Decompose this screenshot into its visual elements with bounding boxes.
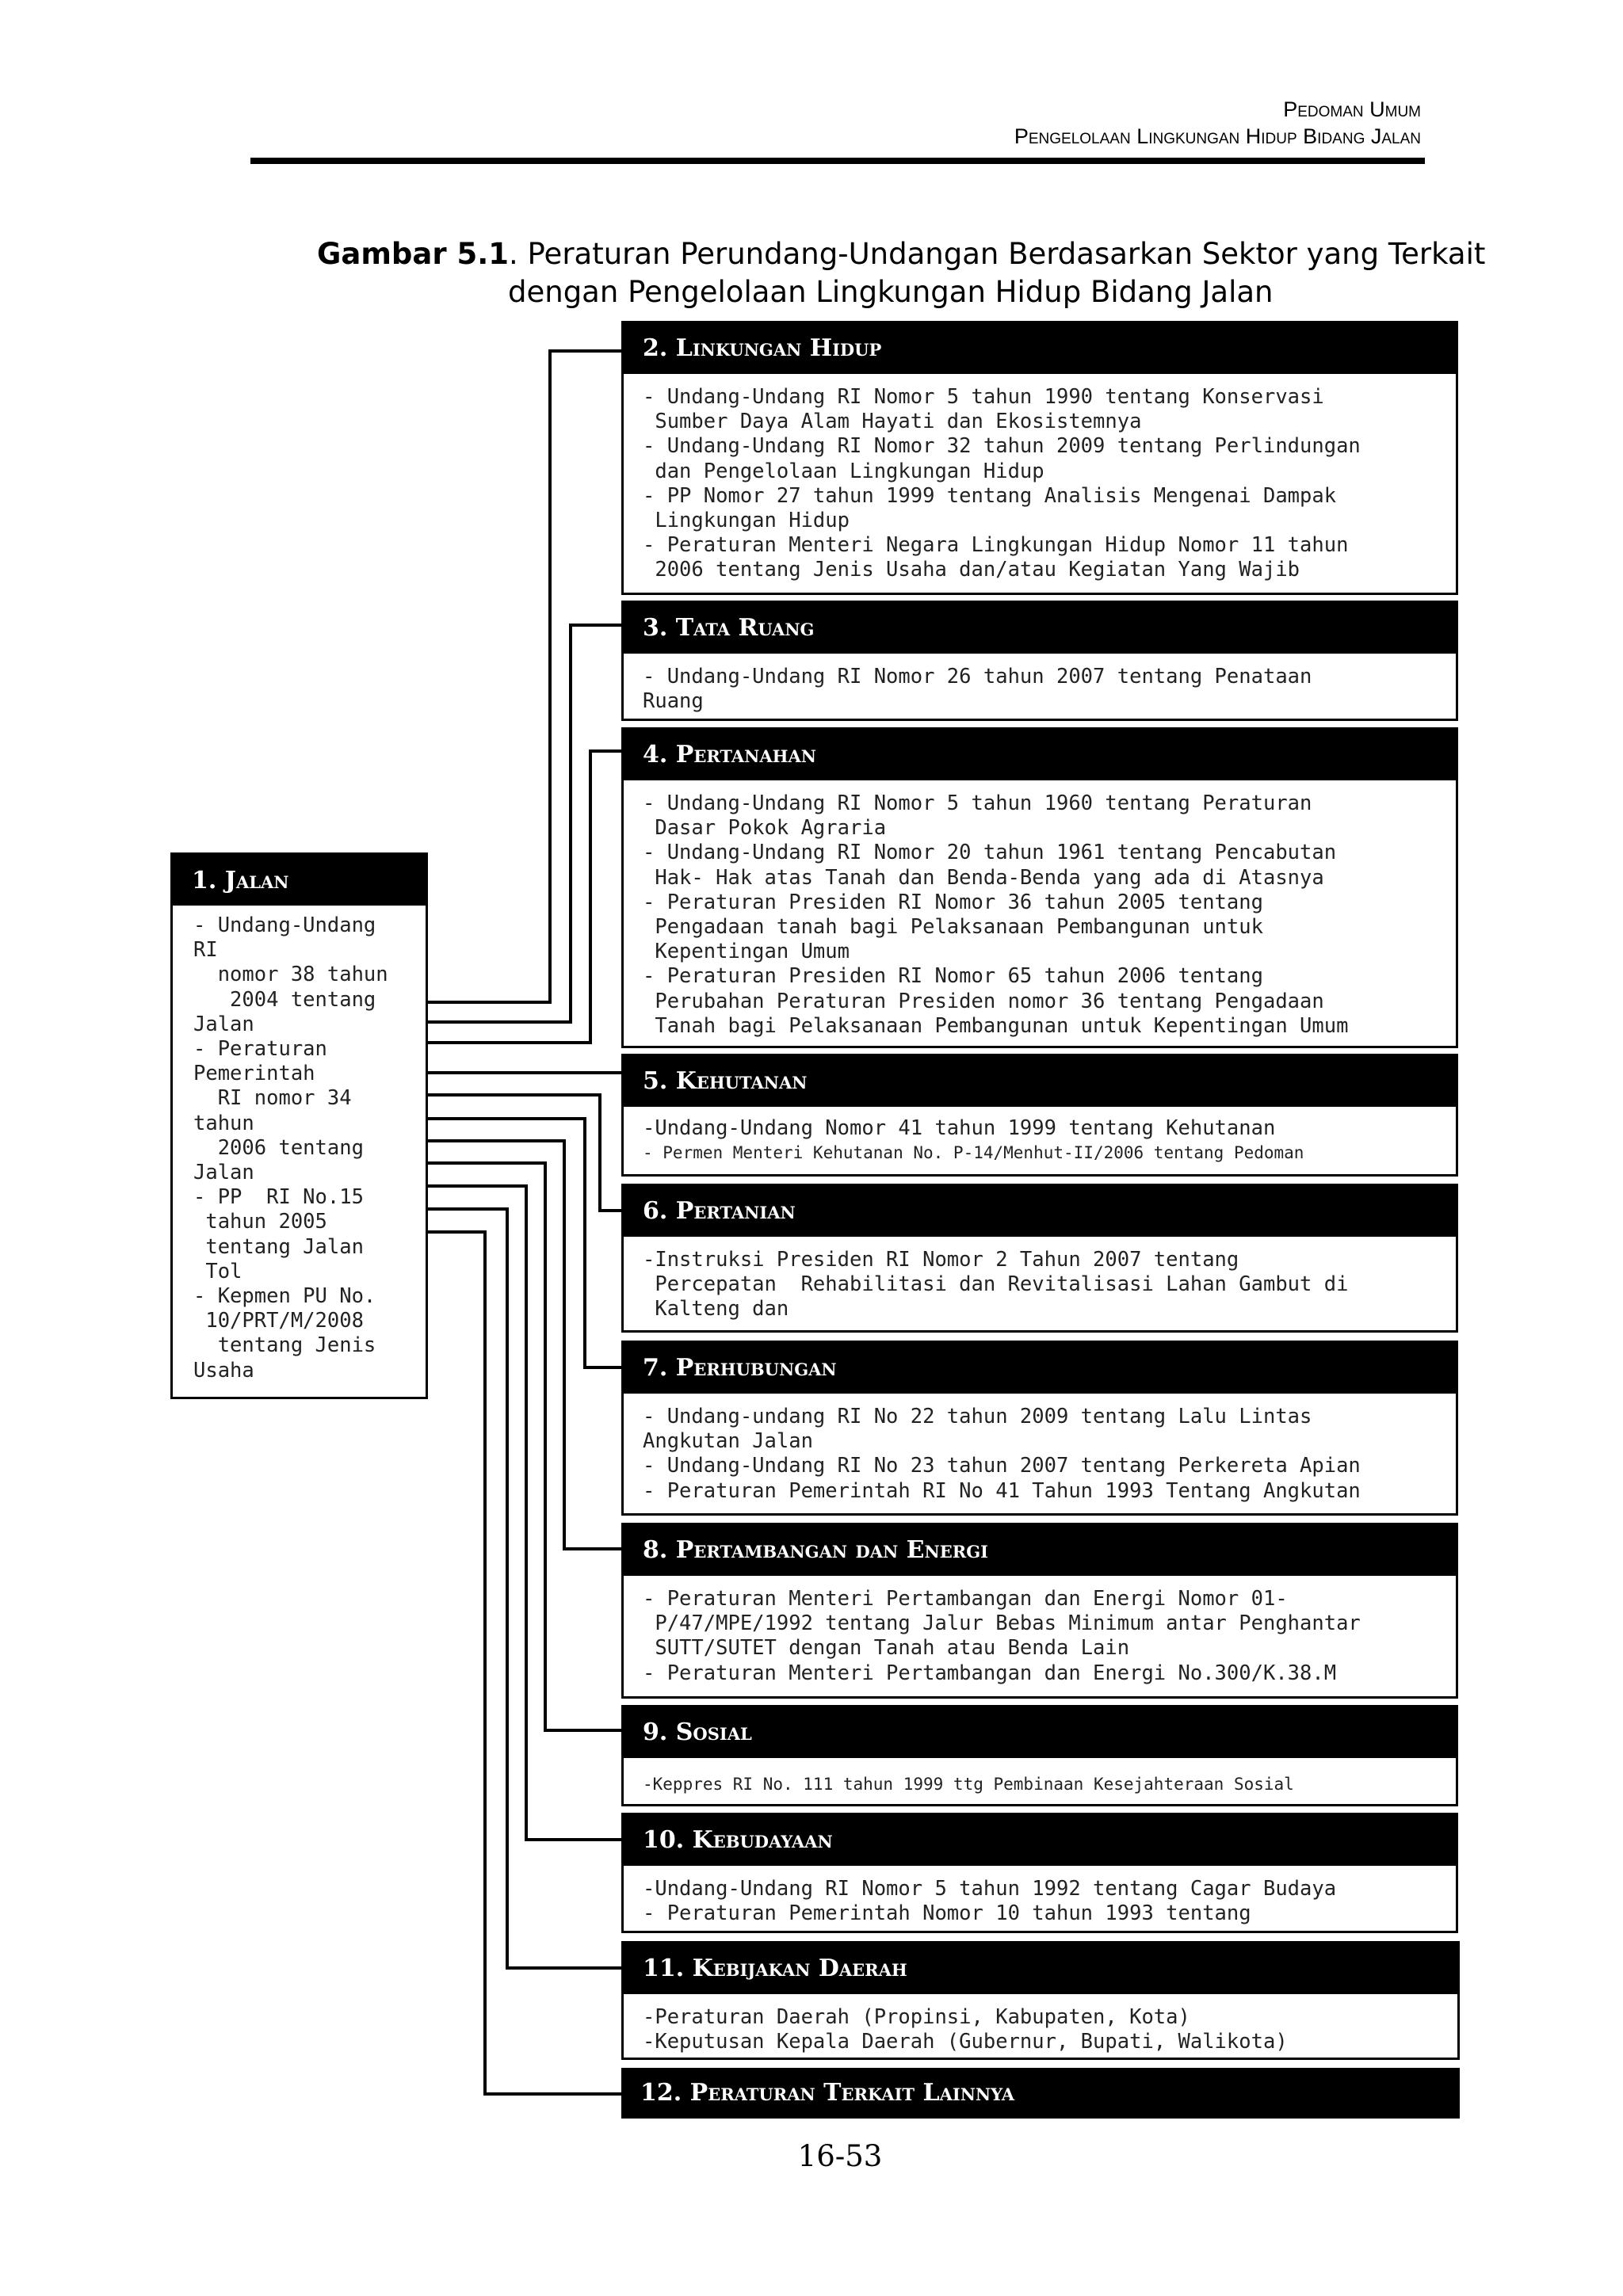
running-header-line1: Pedoman Umum (1283, 97, 1421, 121)
sector-body-kehutanan: -Undang-Undang Nomor 41 tahun 1999 tentang Kehutanan (643, 1116, 1276, 1140)
sector-title-kebijakan-daerah: 11. Kebijakan Daerah (624, 1943, 1457, 1994)
sector-body-lingkungan-hidup: - Undang-Undang RI Nomor 5 tahun 1990 tentang Konservasi Sumber Daya Alam Hayati dan Ekosistemnya - Undang-Undang RI Nomor 32 tahun 2009 tentang Perlindungan dan Pengelolaan Lingkungan Hidup - PP Nomor 27 tahun 1999 tentang Analisis Mengenai Dampak Lingkungan Hidup - Peraturan Menteri Negara Lingkungan Hidup Nomor 11 tahun 2006 tentang Jenis Usaha dan/atau Kegiatan Yang Wajib (643, 385, 1361, 582)
sector-box-perhubungan (621, 1341, 1458, 1516)
sector-title-peraturan-lainnya: 12. Peraturan Terkait Lainnya (621, 2068, 1460, 2119)
sector-body-kebudayaan: -Undang-Undang RI Nomor 5 tahun 1992 tentang Cagar Budaya - Peraturan Pemerintah Nomor 10 tahun 1993 tentang (643, 1877, 1337, 1926)
sector-box-pertambangan-energi (621, 1523, 1458, 1699)
sector-title-perhubungan: 7. Perhubungan (624, 1343, 1456, 1394)
sector-body-pertambangan-energi: - Peraturan Menteri Pertambangan dan Energi Nomor 01- P/47/MPE/1992 tentang Jalur Bebas Minimum antar Penghantar SUTT/SUTET dengan Tanah atau Benda Lain - Peraturan Menteri Pertambangan dan Energi No.300/K.38.M (643, 1587, 1361, 1685)
figure-label: Gambar 5.1 (317, 237, 510, 271)
sector-title-sosial: 9. Sosial (624, 1707, 1456, 1758)
sector-box-jalan (170, 852, 428, 1399)
sector-body-sosial: -Keppres RI No. 111 tahun 1999 ttg Pembinaan Kesejahteraan Sosial (643, 1775, 1294, 1794)
sector-box-lingkungan-hidup (621, 321, 1458, 595)
sector-body-tata-ruang: - Undang-Undang RI Nomor 26 tahun 2007 tentang Penataan Ruang (643, 665, 1312, 714)
sector-box-sosial (621, 1705, 1458, 1806)
connector-4 (426, 751, 623, 1043)
sector-box-kehutanan (621, 1054, 1458, 1177)
sector-title-jalan: 1. Jalan (173, 855, 426, 906)
sector-title-lingkungan-hidup: 2. Linkungan Hidup (624, 323, 1456, 374)
sector-box-peraturan-lainnya (621, 2068, 1460, 2119)
connector-2 (426, 351, 623, 1002)
sector-box-pertanian (621, 1184, 1458, 1333)
sector-body-kehutanan-small: - Permen Menteri Kehutanan No. P-14/Menhut-II/2006 tentang Pedoman (643, 1143, 1304, 1163)
sector-title-kehutanan: 5. Kehutanan (624, 1056, 1456, 1107)
running-header-line2: Pengelolaan Lingkungan Hidup Bidang Jalan (1014, 124, 1421, 148)
sector-title-pertanahan: 4. Pertanahan (624, 730, 1456, 780)
sector-title-tata-ruang: 3. Tata Ruang (624, 603, 1456, 654)
sector-title-pertambangan-energi: 8. Pertambangan dan Energi (624, 1525, 1456, 1576)
sector-title-pertanian: 6. Pertanian (624, 1186, 1456, 1237)
figure-caption-line2: dengan Pengelolaan Lingkungan Hidup Bidang Jalan (508, 275, 1274, 309)
sector-title-kebudayaan: 10. Kebudayaan (624, 1815, 1456, 1866)
sector-box-kebudayaan (621, 1813, 1458, 1933)
sector-body-pertanahan: - Undang-Undang RI Nomor 5 tahun 1960 tentang Peraturan Dasar Pokok Agraria - Undang-Undang RI Nomor 20 tahun 1961 tentang Pencabutan Hak- Hak atas Tanah dan Benda-Benda yang ada di Atasnya - Peraturan Presiden RI Nomor 36 tahun 2005 tentang Pengadaan tanah bagi Pelaksanaan Pembangunan untuk Kepentingan Umum - Peraturan Presiden RI Nomor 65 tahun 2006 tentang Perubahan Peraturan Presiden nomor 36 tentang Pengadaan Tanah bagi Pelaksanaan Pembangunan untuk Kepentingan Umum (643, 791, 1349, 1038)
connector-3 (426, 625, 623, 1022)
sector-body-perhubungan: - Undang-undang RI No 22 tahun 2009 tentang Lalu Lintas Angkutan Jalan - Undang-Undang RI No 23 tahun 2007 tentang Perkereta Apian - Peraturan Pemerintah RI No 41 Tahun 1993 Tentang Angkutan (643, 1405, 1361, 1503)
sector-body-pertanian: -Instruksi Presiden RI Nomor 2 Tahun 2007 tentang Percepatan Rehabilitasi dan Revitalisasi Lahan Gambut di Kalteng dan (643, 1248, 1349, 1322)
sector-body-kebijakan-daerah: -Peraturan Daerah (Propinsi, Kabupaten, Kota) -Keputusan Kepala Daerah (Gubernur, Bupati, Walikota) (643, 2005, 1288, 2054)
sector-body-jalan: - Undang-Undang RI nomor 38 tahun 2004 tentang Jalan - Peraturan Pemerintah RI nomor 34 tahun 2006 tentang Jalan - PP RI No.15 tahun 2005 tentang Jalan Tol - Kepmen PU No. 10/PRT/M/2008 tentang Jenis Usaha (193, 913, 388, 1383)
page-number: 16-53 (797, 2139, 883, 2173)
sector-box-tata-ruang (621, 601, 1458, 721)
figure-label-separator: . (509, 237, 518, 271)
sector-box-kebijakan-daerah (621, 1941, 1460, 2060)
connector-10 (426, 1186, 623, 1840)
sector-box-pertanahan (621, 727, 1458, 1048)
figure-caption-text: Peraturan Perundang-Undangan Berdasarkan Sektor yang Terkait (517, 237, 1486, 271)
